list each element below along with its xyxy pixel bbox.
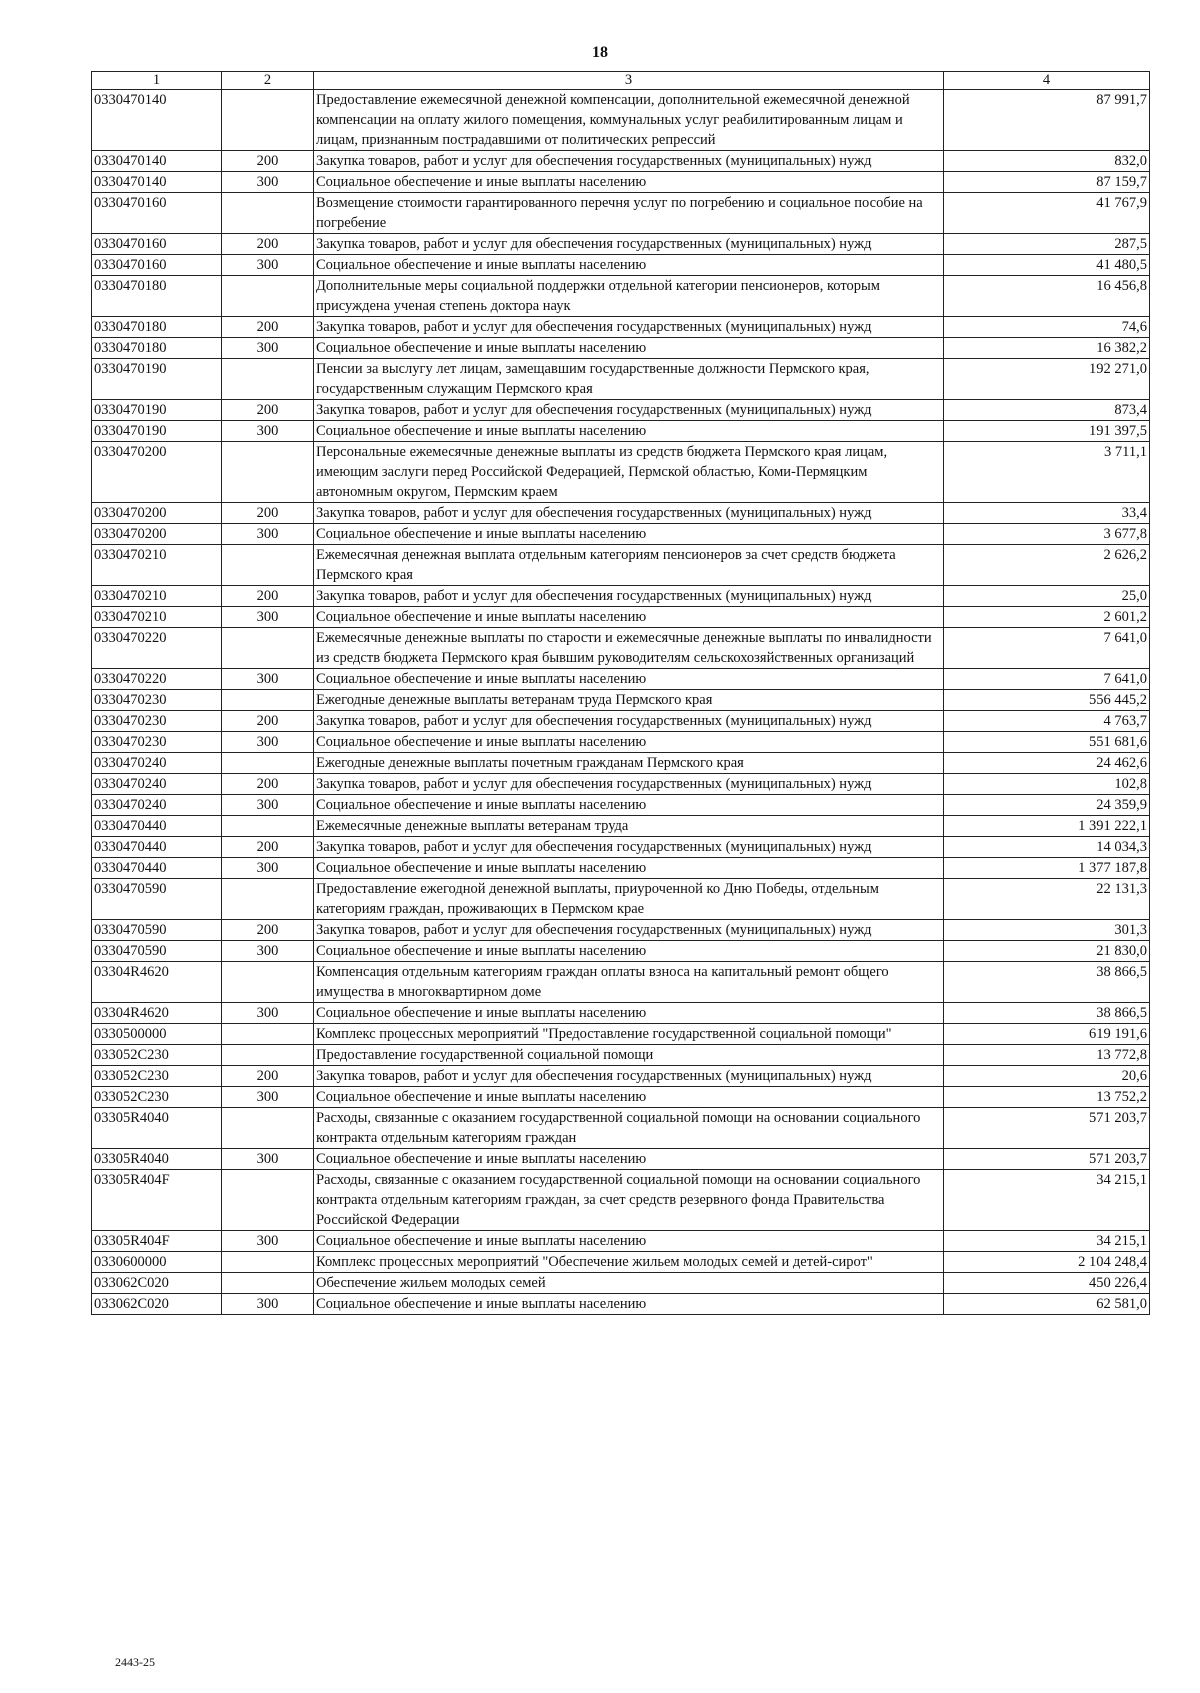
code-cell: 033062С020 bbox=[92, 1273, 222, 1294]
amount-cell: 34 215,1 bbox=[944, 1231, 1150, 1252]
kind-cell bbox=[222, 442, 314, 503]
kind-cell bbox=[222, 359, 314, 400]
table-row bbox=[92, 1231, 1150, 1252]
table-row bbox=[92, 920, 1150, 941]
table-row bbox=[92, 962, 1150, 1003]
name-cell: Дополнительные меры социальной поддержки отдельной категории пенсионеров, которым присуждена ученая степень доктора наук bbox=[314, 276, 944, 317]
amount-cell: 192 271,0 bbox=[944, 359, 1150, 400]
kind-cell bbox=[222, 276, 314, 317]
table-row bbox=[92, 276, 1150, 317]
amount-cell: 16 456,8 bbox=[944, 276, 1150, 317]
table-row bbox=[92, 1170, 1150, 1231]
kind-cell: 200 bbox=[222, 774, 314, 795]
name-cell: Социальное обеспечение и иные выплаты населению bbox=[314, 858, 944, 879]
kind-cell bbox=[222, 628, 314, 669]
kind-cell: 300 bbox=[222, 421, 314, 442]
code-cell: 0330470240 bbox=[92, 753, 222, 774]
code-cell: 03304R4620 bbox=[92, 962, 222, 1003]
table-row bbox=[92, 545, 1150, 586]
name-cell: Закупка товаров, работ и услуг для обеспечения государственных (муниципальных) нужд bbox=[314, 586, 944, 607]
code-cell: 0330470160 bbox=[92, 193, 222, 234]
kind-cell bbox=[222, 90, 314, 151]
amount-cell: 62 581,0 bbox=[944, 1294, 1150, 1315]
table-row bbox=[92, 338, 1150, 359]
table-row bbox=[92, 669, 1150, 690]
kind-cell: 300 bbox=[222, 858, 314, 879]
amount-cell: 16 382,2 bbox=[944, 338, 1150, 359]
table-row bbox=[92, 1003, 1150, 1024]
table-row bbox=[92, 858, 1150, 879]
amount-cell: 33,4 bbox=[944, 503, 1150, 524]
name-cell: Расходы, связанные с оказанием государственной социальной помощи на основании социального контракта отдельным категориям граждан, за счет средств резервного фонда Правительства Российской Федерации bbox=[314, 1170, 944, 1231]
amount-cell: 7 641,0 bbox=[944, 669, 1150, 690]
kind-cell bbox=[222, 1108, 314, 1149]
header-col-4: 4 bbox=[944, 72, 1150, 90]
name-cell: Социальное обеспечение и иные выплаты населению bbox=[314, 1149, 944, 1170]
code-cell: 03305R4040 bbox=[92, 1108, 222, 1149]
kind-cell bbox=[222, 1273, 314, 1294]
name-cell: Закупка товаров, работ и услуг для обеспечения государственных (муниципальных) нужд bbox=[314, 837, 944, 858]
amount-cell: 873,4 bbox=[944, 400, 1150, 421]
name-cell: Ежемесячные денежные выплаты ветеранам труда bbox=[314, 816, 944, 837]
kind-cell: 300 bbox=[222, 732, 314, 753]
kind-cell bbox=[222, 879, 314, 920]
name-cell: Социальное обеспечение и иные выплаты населению bbox=[314, 1087, 944, 1108]
code-cell: 0330470220 bbox=[92, 628, 222, 669]
table-row bbox=[92, 1045, 1150, 1066]
amount-cell: 832,0 bbox=[944, 151, 1150, 172]
table-header bbox=[92, 72, 1150, 90]
amount-cell: 619 191,6 bbox=[944, 1024, 1150, 1045]
name-cell: Закупка товаров, работ и услуг для обеспечения государственных (муниципальных) нужд bbox=[314, 774, 944, 795]
code-cell: 0330470160 bbox=[92, 255, 222, 276]
code-cell: 0330470440 bbox=[92, 816, 222, 837]
name-cell: Расходы, связанные с оказанием государственной социальной помощи на основании социального контракта отдельным категориям граждан bbox=[314, 1108, 944, 1149]
kind-cell: 200 bbox=[222, 317, 314, 338]
kind-cell: 300 bbox=[222, 1087, 314, 1108]
code-cell: 033052С230 bbox=[92, 1045, 222, 1066]
name-cell: Персональные ежемесячные денежные выплаты из средств бюджета Пермского края лицам, имеющим заслуги перед Российской Федерацией, Пермской областью, Коми-Пермяцким автономным округом, Пермским краем bbox=[314, 442, 944, 503]
name-cell: Ежемесячная денежная выплата отдельным категориям пенсионеров за счет средств бюджета Пермского края bbox=[314, 545, 944, 586]
name-cell: Социальное обеспечение и иные выплаты населению bbox=[314, 795, 944, 816]
code-cell: 0330470190 bbox=[92, 400, 222, 421]
table-row bbox=[92, 732, 1150, 753]
amount-cell: 191 397,5 bbox=[944, 421, 1150, 442]
kind-cell: 200 bbox=[222, 1066, 314, 1087]
name-cell: Закупка товаров, работ и услуг для обеспечения государственных (муниципальных) нужд bbox=[314, 1066, 944, 1087]
budget-table bbox=[91, 71, 1150, 1315]
table-row bbox=[92, 151, 1150, 172]
code-cell: 0330470230 bbox=[92, 711, 222, 732]
kind-cell: 200 bbox=[222, 920, 314, 941]
name-cell: Социальное обеспечение и иные выплаты населению bbox=[314, 421, 944, 442]
table-row bbox=[92, 1024, 1150, 1045]
table-row bbox=[92, 586, 1150, 607]
amount-cell: 2 104 248,4 bbox=[944, 1252, 1150, 1273]
kind-cell: 200 bbox=[222, 151, 314, 172]
code-cell: 0330470140 bbox=[92, 90, 222, 151]
kind-cell bbox=[222, 193, 314, 234]
code-cell: 03305R404F bbox=[92, 1170, 222, 1231]
table-row bbox=[92, 837, 1150, 858]
code-cell: 0330470230 bbox=[92, 690, 222, 711]
header-row bbox=[92, 72, 1150, 90]
table-row bbox=[92, 753, 1150, 774]
name-cell: Социальное обеспечение и иные выплаты населению bbox=[314, 255, 944, 276]
amount-cell: 7 641,0 bbox=[944, 628, 1150, 669]
amount-cell: 14 034,3 bbox=[944, 837, 1150, 858]
kind-cell: 200 bbox=[222, 503, 314, 524]
header-col-3: 3 bbox=[314, 72, 944, 90]
amount-cell: 38 866,5 bbox=[944, 962, 1150, 1003]
table-row bbox=[92, 255, 1150, 276]
code-cell: 0330470210 bbox=[92, 607, 222, 628]
code-cell: 03304R4620 bbox=[92, 1003, 222, 1024]
amount-cell: 450 226,4 bbox=[944, 1273, 1150, 1294]
table-row bbox=[92, 1273, 1150, 1294]
code-cell: 0330470220 bbox=[92, 669, 222, 690]
code-cell: 033052С230 bbox=[92, 1087, 222, 1108]
kind-cell: 300 bbox=[222, 1003, 314, 1024]
code-cell: 0330470140 bbox=[92, 151, 222, 172]
table-row bbox=[92, 421, 1150, 442]
code-cell: 0330470180 bbox=[92, 338, 222, 359]
code-cell: 0330600000 bbox=[92, 1252, 222, 1273]
code-cell: 0330470140 bbox=[92, 172, 222, 193]
name-cell: Закупка товаров, работ и услуг для обеспечения государственных (муниципальных) нужд bbox=[314, 317, 944, 338]
amount-cell: 556 445,2 bbox=[944, 690, 1150, 711]
amount-cell: 571 203,7 bbox=[944, 1108, 1150, 1149]
kind-cell bbox=[222, 545, 314, 586]
amount-cell: 1 377 187,8 bbox=[944, 858, 1150, 879]
table-row bbox=[92, 1087, 1150, 1108]
amount-cell: 13 752,2 bbox=[944, 1087, 1150, 1108]
name-cell: Пенсии за выслугу лет лицам, замещавшим государственные должности Пермского края, государственным служащим Пермского края bbox=[314, 359, 944, 400]
code-cell: 0330470190 bbox=[92, 359, 222, 400]
kind-cell: 300 bbox=[222, 941, 314, 962]
table-row bbox=[92, 442, 1150, 503]
kind-cell: 300 bbox=[222, 607, 314, 628]
code-cell: 0330470160 bbox=[92, 234, 222, 255]
code-cell: 0330470440 bbox=[92, 837, 222, 858]
code-cell: 0330470590 bbox=[92, 879, 222, 920]
table-row bbox=[92, 359, 1150, 400]
kind-cell: 300 bbox=[222, 1149, 314, 1170]
amount-cell: 24 462,6 bbox=[944, 753, 1150, 774]
kind-cell: 300 bbox=[222, 1231, 314, 1252]
code-cell: 0330470180 bbox=[92, 317, 222, 338]
table-row bbox=[92, 90, 1150, 151]
code-cell: 0330470200 bbox=[92, 442, 222, 503]
amount-cell: 13 772,8 bbox=[944, 1045, 1150, 1066]
name-cell: Предоставление ежегодной денежной выплаты, приуроченной ко Дню Победы, отдельным категориям граждан, проживающих в Пермском крае bbox=[314, 879, 944, 920]
table-row bbox=[92, 317, 1150, 338]
kind-cell bbox=[222, 816, 314, 837]
code-cell: 0330470230 bbox=[92, 732, 222, 753]
amount-cell: 74,6 bbox=[944, 317, 1150, 338]
name-cell: Социальное обеспечение и иные выплаты населению bbox=[314, 1294, 944, 1315]
name-cell: Ежегодные денежные выплаты почетным гражданам Пермского края bbox=[314, 753, 944, 774]
table-row bbox=[92, 1066, 1150, 1087]
kind-cell bbox=[222, 753, 314, 774]
table-row bbox=[92, 879, 1150, 920]
amount-cell: 41 767,9 bbox=[944, 193, 1150, 234]
name-cell: Закупка товаров, работ и услуг для обеспечения государственных (муниципальных) нужд bbox=[314, 503, 944, 524]
kind-cell: 200 bbox=[222, 234, 314, 255]
amount-cell: 571 203,7 bbox=[944, 1149, 1150, 1170]
amount-cell: 4 763,7 bbox=[944, 711, 1150, 732]
code-cell: 0330500000 bbox=[92, 1024, 222, 1045]
code-cell: 033062С020 bbox=[92, 1294, 222, 1315]
name-cell: Закупка товаров, работ и услуг для обеспечения государственных (муниципальных) нужд bbox=[314, 400, 944, 421]
kind-cell: 200 bbox=[222, 711, 314, 732]
kind-cell bbox=[222, 1045, 314, 1066]
name-cell: Закупка товаров, работ и услуг для обеспечения государственных (муниципальных) нужд bbox=[314, 920, 944, 941]
amount-cell: 34 215,1 bbox=[944, 1170, 1150, 1231]
table-row bbox=[92, 711, 1150, 732]
name-cell: Предоставление государственной социальной помощи bbox=[314, 1045, 944, 1066]
table-row bbox=[92, 1149, 1150, 1170]
code-cell: 0330470240 bbox=[92, 774, 222, 795]
name-cell: Комплекс процессных мероприятий "Предоставление государственной социальной помощи" bbox=[314, 1024, 944, 1045]
name-cell: Компенсация отдельным категориям граждан оплаты взноса на капитальный ремонт общего имущества в многоквартирном доме bbox=[314, 962, 944, 1003]
name-cell: Социальное обеспечение и иные выплаты населению bbox=[314, 732, 944, 753]
amount-cell: 3 711,1 bbox=[944, 442, 1150, 503]
code-cell: 0330470590 bbox=[92, 941, 222, 962]
code-cell: 033052С230 bbox=[92, 1066, 222, 1087]
name-cell: Закупка товаров, работ и услуг для обеспечения государственных (муниципальных) нужд bbox=[314, 711, 944, 732]
kind-cell bbox=[222, 1170, 314, 1231]
table-row bbox=[92, 503, 1150, 524]
name-cell: Социальное обеспечение и иные выплаты населению bbox=[314, 941, 944, 962]
kind-cell: 200 bbox=[222, 837, 314, 858]
name-cell: Социальное обеспечение и иные выплаты населению bbox=[314, 172, 944, 193]
table-row bbox=[92, 628, 1150, 669]
kind-cell bbox=[222, 690, 314, 711]
table-row bbox=[92, 1252, 1150, 1273]
code-cell: 0330470210 bbox=[92, 545, 222, 586]
code-cell: 0330470190 bbox=[92, 421, 222, 442]
name-cell: Закупка товаров, работ и услуг для обеспечения государственных (муниципальных) нужд bbox=[314, 151, 944, 172]
code-cell: 0330470200 bbox=[92, 503, 222, 524]
kind-cell bbox=[222, 962, 314, 1003]
code-cell: 03305R4040 bbox=[92, 1149, 222, 1170]
name-cell: Обеспечение жильем молодых семей bbox=[314, 1273, 944, 1294]
table-row bbox=[92, 524, 1150, 545]
kind-cell: 300 bbox=[222, 669, 314, 690]
amount-cell: 25,0 bbox=[944, 586, 1150, 607]
amount-cell: 301,3 bbox=[944, 920, 1150, 941]
amount-cell: 2 601,2 bbox=[944, 607, 1150, 628]
amount-cell: 3 677,8 bbox=[944, 524, 1150, 545]
table-row bbox=[92, 816, 1150, 837]
amount-cell: 24 359,9 bbox=[944, 795, 1150, 816]
amount-cell: 102,8 bbox=[944, 774, 1150, 795]
name-cell: Предоставление ежемесячной денежной компенсации, дополнительной ежемесячной денежной компенсации на оплату жилого помещения, коммунальных услуг реабилитированным лицам и лицам, признанным пострадавшими от политических репрессий bbox=[314, 90, 944, 151]
name-cell: Возмещение стоимости гарантированного перечня услуг по погребению и социальное пособие на погребение bbox=[314, 193, 944, 234]
amount-cell: 22 131,3 bbox=[944, 879, 1150, 920]
table-row bbox=[92, 941, 1150, 962]
amount-cell: 87 991,7 bbox=[944, 90, 1150, 151]
code-cell: 03305R404F bbox=[92, 1231, 222, 1252]
kind-cell bbox=[222, 1024, 314, 1045]
name-cell: Ежемесячные денежные выплаты по старости и ежемесячные денежные выплаты по инвалидности из средств бюджета Пермского края бывшим руководителям сельскохозяйственных организаций bbox=[314, 628, 944, 669]
header-col-2: 2 bbox=[222, 72, 314, 90]
table-row bbox=[92, 607, 1150, 628]
document-code: 2443-25 bbox=[115, 1655, 155, 1669]
table-row bbox=[92, 193, 1150, 234]
table-row bbox=[92, 234, 1150, 255]
code-cell: 0330470590 bbox=[92, 920, 222, 941]
kind-cell: 300 bbox=[222, 1294, 314, 1315]
amount-cell: 1 391 222,1 bbox=[944, 816, 1150, 837]
kind-cell: 200 bbox=[222, 400, 314, 421]
table-row bbox=[92, 690, 1150, 711]
kind-cell: 200 bbox=[222, 586, 314, 607]
kind-cell: 300 bbox=[222, 524, 314, 545]
code-cell: 0330470240 bbox=[92, 795, 222, 816]
table-row bbox=[92, 1108, 1150, 1149]
amount-cell: 87 159,7 bbox=[944, 172, 1150, 193]
name-cell: Социальное обеспечение и иные выплаты населению bbox=[314, 607, 944, 628]
table-body bbox=[92, 90, 1150, 1315]
code-cell: 0330470180 bbox=[92, 276, 222, 317]
kind-cell: 300 bbox=[222, 255, 314, 276]
amount-cell: 21 830,0 bbox=[944, 941, 1150, 962]
page-number: 18 bbox=[592, 44, 608, 61]
table-row bbox=[92, 774, 1150, 795]
amount-cell: 551 681,6 bbox=[944, 732, 1150, 753]
kind-cell: 300 bbox=[222, 795, 314, 816]
name-cell: Комплекс процессных мероприятий "Обеспечение жильем молодых семей и детей-сирот" bbox=[314, 1252, 944, 1273]
code-cell: 0330470210 bbox=[92, 586, 222, 607]
amount-cell: 20,6 bbox=[944, 1066, 1150, 1087]
table-row bbox=[92, 1294, 1150, 1315]
amount-cell: 41 480,5 bbox=[944, 255, 1150, 276]
kind-cell: 300 bbox=[222, 172, 314, 193]
name-cell: Ежегодные денежные выплаты ветеранам труда Пермского края bbox=[314, 690, 944, 711]
amount-cell: 2 626,2 bbox=[944, 545, 1150, 586]
kind-cell bbox=[222, 1252, 314, 1273]
name-cell: Социальное обеспечение и иные выплаты населению bbox=[314, 524, 944, 545]
header-col-1: 1 bbox=[92, 72, 222, 90]
name-cell: Социальное обеспечение и иные выплаты населению bbox=[314, 669, 944, 690]
name-cell: Социальное обеспечение и иные выплаты населению bbox=[314, 1003, 944, 1024]
table-row bbox=[92, 795, 1150, 816]
kind-cell: 300 bbox=[222, 338, 314, 359]
name-cell: Закупка товаров, работ и услуг для обеспечения государственных (муниципальных) нужд bbox=[314, 234, 944, 255]
code-cell: 0330470440 bbox=[92, 858, 222, 879]
name-cell: Социальное обеспечение и иные выплаты населению bbox=[314, 1231, 944, 1252]
table-row bbox=[92, 172, 1150, 193]
amount-cell: 287,5 bbox=[944, 234, 1150, 255]
code-cell: 0330470200 bbox=[92, 524, 222, 545]
table-row bbox=[92, 400, 1150, 421]
amount-cell: 38 866,5 bbox=[944, 1003, 1150, 1024]
name-cell: Социальное обеспечение и иные выплаты населению bbox=[314, 338, 944, 359]
